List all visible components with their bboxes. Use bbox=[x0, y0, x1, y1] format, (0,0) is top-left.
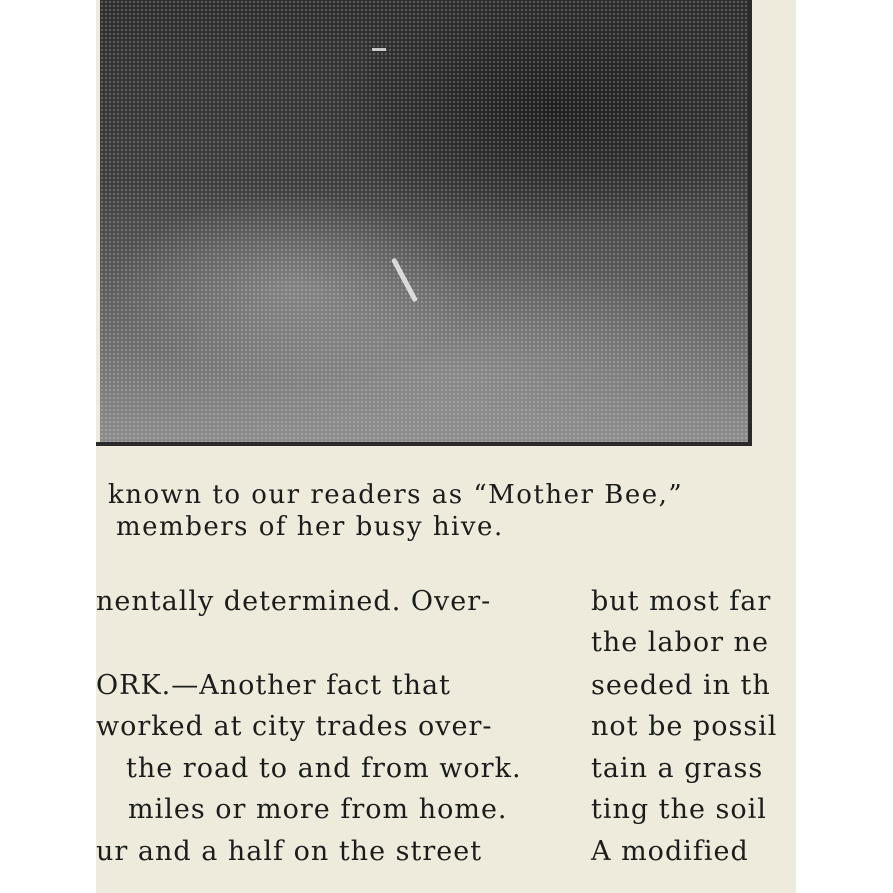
left-column-line: worked at city trades over- bbox=[96, 711, 493, 742]
left-column-line: miles or more from home. bbox=[128, 794, 508, 825]
right-column-line: not be possil bbox=[591, 711, 778, 742]
left-column-line: ORK.—Another fact that bbox=[96, 670, 451, 701]
right-column-line: seeded in th bbox=[591, 670, 771, 701]
caption-line-2: members of her busy hive. bbox=[116, 512, 504, 542]
photo-highlight bbox=[372, 48, 386, 51]
right-column-line: the labor ne bbox=[591, 627, 769, 658]
background-margin bbox=[798, 0, 893, 893]
photo-border-bottom bbox=[96, 442, 752, 446]
right-column-line: tain a grass bbox=[591, 753, 764, 784]
right-column-line: ting the soil bbox=[591, 794, 767, 825]
left-column-line: ur and a half on the street bbox=[96, 836, 483, 867]
photo-highlight bbox=[391, 258, 418, 303]
right-column-line: but most far bbox=[591, 586, 772, 617]
right-column-line: A modified bbox=[591, 836, 749, 867]
halftone-photograph bbox=[100, 0, 748, 442]
left-column-line: nentally determined. Over- bbox=[96, 586, 492, 617]
left-column-line: the road to and from work. bbox=[126, 753, 522, 784]
caption-line-1: known to our readers as “Mother Bee,” bbox=[108, 480, 684, 510]
photo-border-right bbox=[748, 0, 752, 446]
